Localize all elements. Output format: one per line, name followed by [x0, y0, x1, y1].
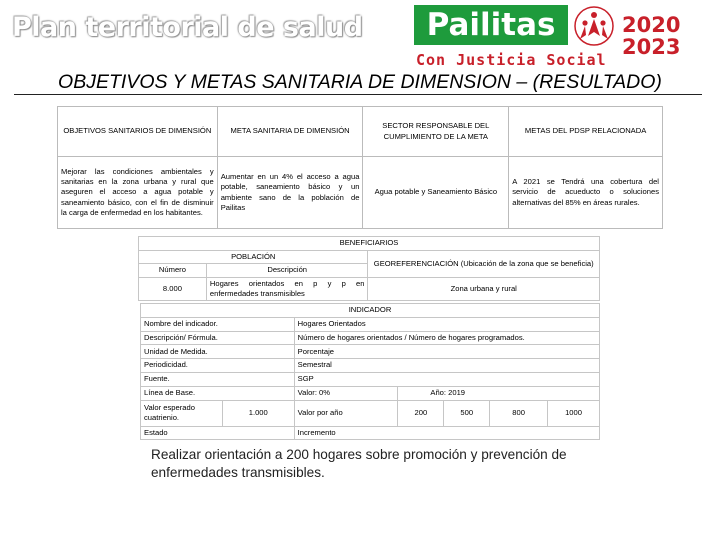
- people-icon: [574, 6, 614, 46]
- objectives-header-cell: SECTOR RESPONSABLE DEL CUMPLIMIENTO DE LA META: [363, 107, 509, 157]
- indicador-table: [140, 303, 600, 440]
- objective-text: Mejorar las condiciones ambientales y sanitarias en la zona urbana y rural que aseguren el acceso a agua potable y saneamiento básico, con el fin de disminuir la carga de enfermedad en los habitantes.: [58, 157, 218, 229]
- georef-header: GEOREFERENCIACIÓN (Ubicación de la zona que se beneficia): [368, 251, 600, 278]
- beneficiarios-title: BENEFICIARIOS: [139, 237, 600, 251]
- table-row: [141, 359, 600, 373]
- estado-value: Incremento: [294, 426, 599, 440]
- year-end: 2023: [622, 35, 681, 59]
- logo-slogan: Con Justicia Social: [416, 51, 607, 69]
- numero-value: 8.000: [139, 277, 207, 301]
- objectives-header-cell: METAS DEL PDSP RELACIONADA: [509, 107, 663, 157]
- valor-ano-1: 200: [398, 400, 444, 426]
- indicador-label: Nombre del indicador.: [141, 317, 295, 331]
- indicador-value: Porcentaje: [294, 345, 599, 359]
- valor-esperado-value: 1.000: [222, 400, 294, 426]
- indicador-value: SGP: [294, 372, 599, 386]
- table-row: [141, 345, 600, 359]
- header-divider: [14, 94, 702, 95]
- linea-base-label: Línea de Base.: [141, 386, 295, 400]
- table-row: [141, 426, 600, 440]
- logo-name: Pailitas: [414, 5, 568, 45]
- objectives-header-row: [58, 107, 663, 157]
- indicador-label: Periodicidad.: [141, 359, 295, 373]
- valor-por-ano-label: Valor por año: [294, 400, 398, 426]
- page-title: Plan territorial de salud: [12, 12, 363, 43]
- section-subtitle: OBJETIVOS Y METAS SANITARIA DE DIMENSION – (RESULTADO): [58, 71, 662, 93]
- sector-text: Agua potable y Saneamiento Básico: [363, 157, 509, 229]
- poblacion-header: POBLACIÓN: [139, 251, 368, 264]
- numero-label: Número: [139, 264, 207, 277]
- valor-ano-4: 1000: [548, 400, 600, 426]
- indicador-label: Descripción/ Fórmula.: [141, 331, 295, 345]
- objectives-header-cell: META SANITARIA DE DIMENSIÓN: [217, 107, 363, 157]
- valor-ano-2: 500: [444, 400, 490, 426]
- year-start: 2020: [622, 13, 681, 37]
- estado-label: Estado: [141, 426, 295, 440]
- descripcion-value: Hogares orientados en p y p en enfermedades transmisibles: [206, 277, 368, 301]
- indicador-label: Unidad de Medida.: [141, 345, 295, 359]
- linea-base-ano: Año: 2019: [398, 386, 600, 400]
- table-row: [141, 317, 600, 331]
- indicador-value: Semestral: [294, 359, 599, 373]
- valor-ano-3: 800: [490, 400, 548, 426]
- indicador-title: INDICADOR: [141, 304, 600, 318]
- valor-esperado-label: Valor esperado cuatrienio.: [141, 400, 223, 426]
- objectives-row: [58, 157, 663, 229]
- table-row: [141, 400, 600, 426]
- action-note: Realizar orientación a 200 hogares sobre promoción y prevención de enfermedades transmisibles.: [151, 447, 567, 480]
- pdsp-text: A 2021 se Tendrá una cobertura del servicio de acueducto o soluciones alternativas del 85% en áreas rurales.: [509, 157, 663, 229]
- table-row: [141, 372, 600, 386]
- beneficiarios-table: [138, 236, 600, 301]
- objectives-header-cell: OBJETIVOS SANITARIOS DE DIMENSIÓN: [58, 107, 218, 157]
- table-row: [141, 386, 600, 400]
- objectives-table: [57, 106, 663, 229]
- pailitas-logo: [414, 5, 607, 69]
- zona-value: Zona urbana y rural: [368, 277, 600, 301]
- indicador-label: Fuente.: [141, 372, 295, 386]
- indicador-value: Número de hogares orientados / Número de hogares programados.: [294, 331, 599, 345]
- indicador-value: Hogares Orientados: [294, 317, 599, 331]
- descripcion-label: Descripción: [206, 264, 368, 277]
- period-years: [622, 14, 698, 58]
- linea-base-valor: Valor: 0%: [294, 386, 398, 400]
- table-row: [141, 331, 600, 345]
- meta-text: Aumentar en un 4% el acceso a agua potable, saneamiento básico y un ambiente sano de la población de Pailitas: [217, 157, 363, 229]
